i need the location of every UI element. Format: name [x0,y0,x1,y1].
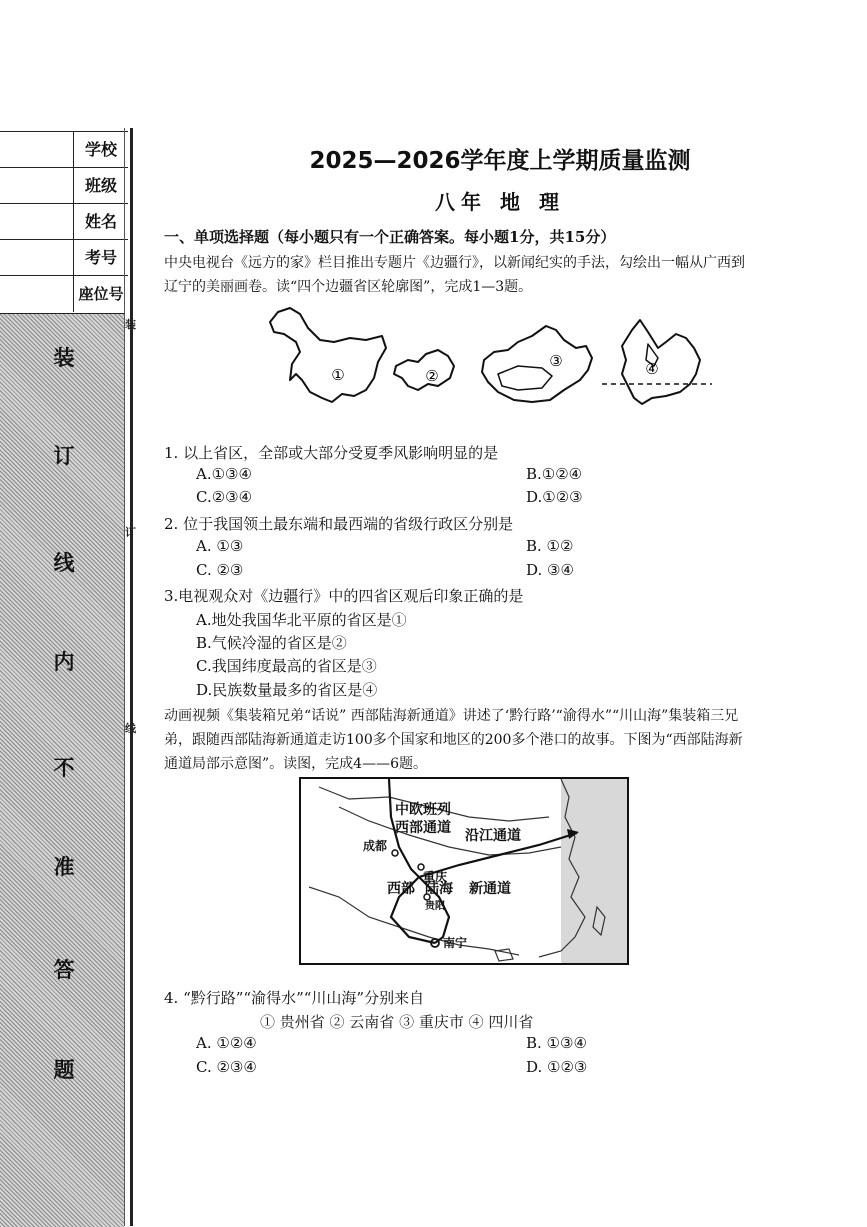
question-4-stem: 4. “黔行路”“渝得水”“川山海”分别来自 [164,989,425,1007]
info-row-name [0,203,128,240]
q4-option-d[interactable]: D. ①②③ [526,1058,588,1076]
strip-char: 答 [53,958,75,982]
strip-char: 不 [53,756,75,780]
q1-option-b[interactable]: B.①②④ [526,465,583,483]
strip-char: 订 [53,444,75,468]
label-yanjiang: 沿江通道 [465,828,521,844]
info-row-school [0,131,128,168]
info-row-class [0,167,128,204]
q2-option-c[interactable]: C. ②③ [196,561,244,579]
map-label-1: ① [331,366,345,384]
label-luhai: 陆海 [425,881,453,897]
label-chengdu: 成都 [363,839,388,853]
edge-char: 线 [125,722,136,735]
edge-char: 订 [125,526,136,539]
province-outline-3-inner [498,366,552,390]
name-label: 姓名 [73,204,128,240]
passage-line: 动画视频《集装箱兄弟“话说” 西部陆海新通道》讲述了‘黔行路’“渝得水”“川山海”集装箱三兄 [164,708,739,724]
q4-option-b[interactable]: B. ①③④ [526,1034,587,1052]
question-2-stem: 2. 位于我国领土最东端和最西端的省级行政区分别是 [164,515,514,533]
sea-area [561,779,627,963]
q3-option-c[interactable]: C.我国纬度最高的省区是③ [196,657,377,675]
passage-line: 弟，跟随西部陆海新通道走访100多个国家和地区的200多个港口的故事。下图为“西部陆海新 [164,732,743,748]
intro-line: 辽宁的美丽画卷。读“四个边疆省区轮廓图”，完成1—3题。 [164,279,533,295]
map-label-2: ② [425,367,439,385]
province-outline-3 [482,326,592,402]
q2-option-a[interactable]: A. ①③ [196,537,244,555]
q2-option-d[interactable]: D. ③④ [526,561,574,579]
province-outline-2 [394,350,454,390]
label-zhongou: 中欧班列 [395,802,451,818]
strip-char: 准 [53,855,75,879]
binding-line [130,128,133,1226]
intro-line: 中央电视台《远方的家》栏目推出专题片《边疆行》，以新闻纪实的手法，勾绘出一幅从广西到 [164,255,745,271]
exam-number-label: 考号 [73,240,128,276]
province-outline-1 [270,308,386,402]
q4-option-c[interactable]: C. ②③④ [196,1058,257,1076]
info-row-exam-number [0,239,128,276]
seat-label: 座位号 [73,276,128,312]
q1-option-a[interactable]: A.①③④ [196,465,252,483]
province-outline-map [262,304,718,414]
binding-line-inner [124,128,125,1226]
label-nanning: 南宁 [443,936,468,950]
section-heading: 一、单项选择题（每小题只有一个正确答案。每小题1分，共15分） [164,228,616,246]
q1-option-c[interactable]: C.②③④ [196,488,253,506]
strip-char: 内 [53,650,75,674]
q1-option-d[interactable]: D.①②③ [526,488,583,506]
passage-line: 通道局部示意图”。读图，完成4——6题。 [164,756,427,772]
map-label-3: ③ [549,352,563,370]
label-xibu: 西部 [387,881,415,897]
info-row-seat [0,275,128,312]
q3-option-a[interactable]: A.地处我国华北平原的省区是① [196,611,407,629]
binding-strip [0,313,124,1227]
label-guiyang: 贵阳 [425,901,445,912]
label-xibu-tongdao: 西部通道 [395,820,451,836]
corridor-map [299,777,629,965]
strip-char: 题 [53,1058,75,1082]
class-label: 班级 [73,168,128,204]
province-outline-4 [622,320,700,404]
strip-char: 装 [53,346,75,370]
q3-option-b[interactable]: B.气候冷湿的省区是② [196,634,347,652]
question-4-choices: ① 贵州省 ② 云南省 ③ 重庆市 ④ 四川省 [260,1013,534,1031]
edge-char: 装 [125,318,136,331]
exam-title: 2025—2026学年度上学期质量监测 [309,148,691,174]
question-1-stem: 1. 以上省区，全部或大部分受夏季风影响明显的是 [164,444,499,462]
question-3-stem: 3.电视观众对《边疆行》中的四省区观后印象正确的是 [164,587,524,605]
strip-char: 线 [53,551,75,575]
map-label-4: ④ [645,360,659,378]
exam-subtitle: 八年 地 理 [435,190,565,214]
label-chongqing: 重庆 [423,870,448,884]
q3-option-d[interactable]: D.民族数量最多的省区是④ [196,681,378,699]
q4-option-a[interactable]: A. ①②④ [196,1034,257,1052]
school-label: 学校 [73,132,128,168]
q2-option-b[interactable]: B. ①② [526,537,574,555]
label-xintongdao: 新通道 [469,881,511,897]
